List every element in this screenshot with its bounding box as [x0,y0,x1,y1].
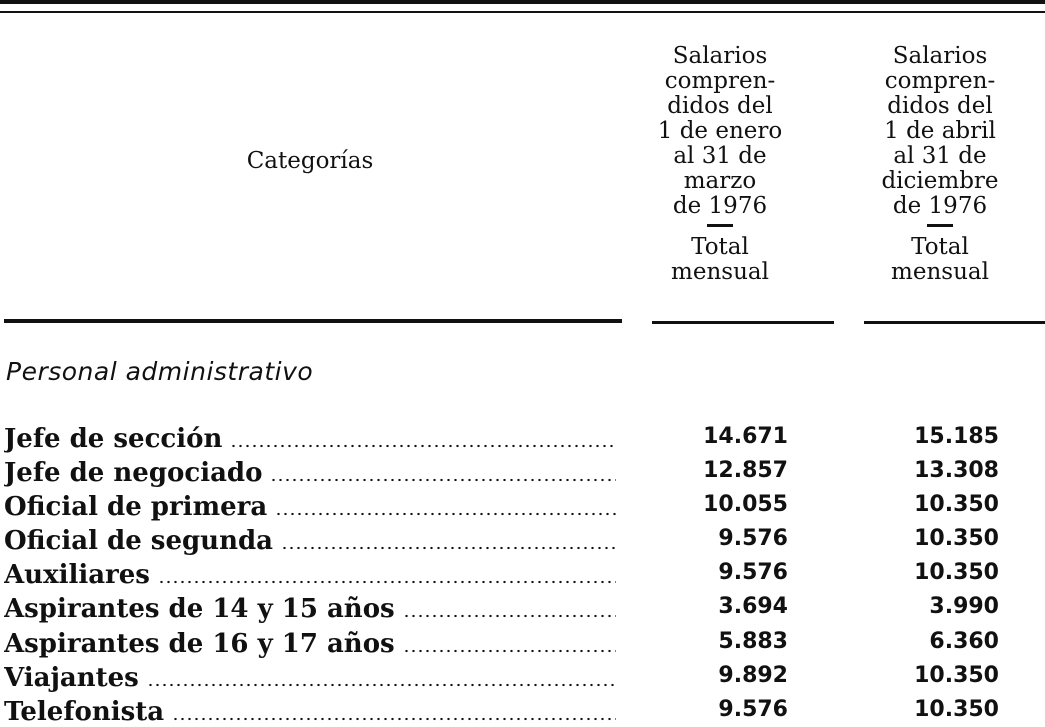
row-category: Aspirantes de 16 y 17 años [4,628,395,659]
row-category: Telefonista [4,696,165,727]
row-value-col2: 10.350 [914,662,999,688]
row-value-col2: 10.350 [914,696,999,722]
row-value-col1: 3.694 [718,594,788,620]
row-value-col1: 9.576 [718,560,788,586]
header-rule-column-2 [864,321,1045,324]
header-rule-column-1 [652,321,834,324]
column-2-header-line: didos del [887,93,993,119]
column-1-header-line: al 31 de [673,143,767,169]
top-rule-thin [0,11,1045,13]
table-row [0,625,1045,659]
column-1-header-line: 1 de enero [657,118,783,144]
column-1-dash [707,224,733,227]
leader-dots [281,546,616,550]
row-label [4,693,616,727]
table-row [0,590,1045,624]
column-1-header-line: compren- [664,68,776,94]
row-value-col2: 10.350 [914,492,999,518]
column-2-header [870,44,1010,285]
row-category: Oficial de segunda [4,526,274,557]
column-2-header-line: compren- [884,68,996,94]
row-category: Aspirantes de 14 y 15 años [4,594,395,625]
row-value-col1: 5.883 [718,628,788,654]
leader-dots [147,683,616,687]
column-1-subheader-line: Total [691,234,749,260]
row-value-col2: 3.990 [929,594,999,620]
leader-dots [158,580,616,584]
row-value-col2: 10.350 [914,526,999,552]
column-2-header-line: Salarios [892,43,988,69]
row-value-col1: 14.671 [703,424,788,449]
row-value-col1: 10.055 [703,492,788,518]
table-row [0,420,1045,454]
row-value-col2: 6.360 [929,628,999,654]
row-label [4,488,616,522]
column-2-header-line: al 31 de [893,143,987,169]
table-row [0,522,1045,556]
header-rule-category [4,319,622,323]
table-row [0,488,1045,522]
leader-dots [403,649,616,653]
row-category: Viajantes [4,662,139,693]
table-row [0,659,1045,693]
row-value-col1: 9.576 [718,526,788,552]
column-2-subheader-line: mensual [891,259,989,285]
column-1-header-line: de 1976 [672,193,768,219]
column-2-subheader-line: Total [911,234,969,260]
row-label [4,659,616,693]
column-2-header-line: diciembre [881,168,999,194]
row-value-col1: 9.576 [718,696,788,722]
row-category: Jefe de negociado [4,458,263,489]
leader-dots [275,512,616,516]
row-category: Jefe de sección [4,424,223,454]
column-1-subheader-line: mensual [671,259,769,285]
column-2-header-line: de 1976 [892,193,988,219]
column-1-header-line: didos del [667,93,773,119]
row-category: Oficial de primera [4,492,268,523]
column-1-header-line: marzo [683,168,757,194]
leader-dots [172,717,616,721]
row-label [4,556,616,590]
row-value-col1: 12.857 [703,458,788,484]
row-value-col2: 13.308 [914,458,999,484]
column-2-header-line: 1 de abril [884,118,996,144]
top-rule-thick [0,0,1045,4]
row-label [4,454,616,488]
table-row [0,556,1045,590]
row-value-col2: 10.350 [914,560,999,586]
leader-dots [403,614,616,618]
row-label [4,420,616,454]
table-body [0,420,1045,727]
leader-dots [230,444,616,448]
row-category: Auxiliares [4,560,150,591]
row-label [4,522,616,556]
column-1-header [650,44,790,285]
column-1-header-line: Salarios [672,43,768,69]
table-row [0,693,1045,727]
row-label [4,590,616,624]
table-row [0,454,1045,488]
section-title: Personal administrativo [6,357,314,386]
row-value-col2: 15.185 [914,424,999,449]
row-label [4,625,616,659]
leader-dots [270,478,616,482]
row-value-col1: 9.892 [718,662,788,688]
column-2-dash [927,224,953,227]
category-column-header: Categorías [246,148,374,174]
